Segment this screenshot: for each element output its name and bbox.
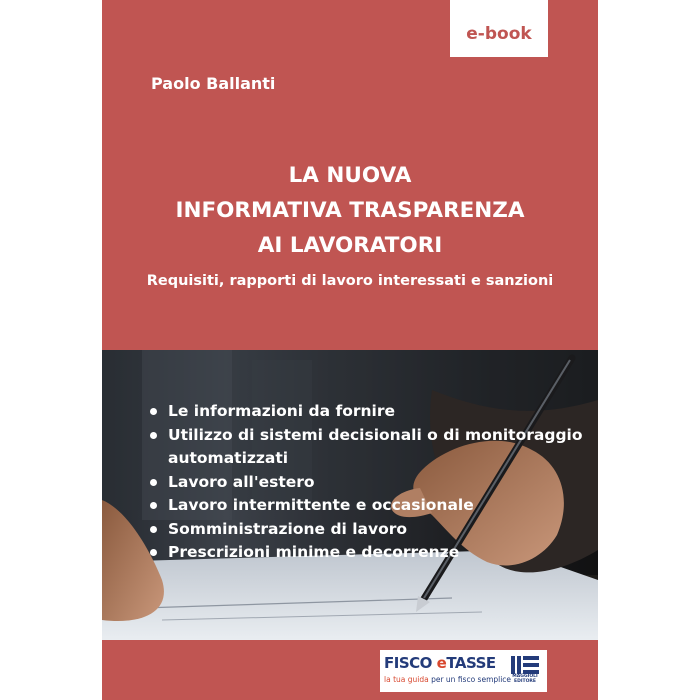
list-item-text: automatizzati — [168, 449, 289, 467]
book-cover — [102, 0, 598, 700]
logo-tagline — [384, 675, 511, 684]
book-subtitle: Requisiti, rapporti di lavoro interessati e sanzioni — [146, 273, 554, 289]
publisher-logo — [380, 650, 547, 692]
publisher-name: MAGGIOLI EDITORE — [512, 674, 538, 684]
title-line: AI LAVORATORI — [257, 233, 443, 258]
list-item-text: Le informazioni da fornire — [168, 402, 395, 420]
logo-tagline-b: per un fisco semplice — [428, 675, 512, 684]
list-item — [148, 541, 583, 565]
list-item — [148, 494, 583, 518]
title-line: INFORMATIVA TRASPARENZA — [175, 198, 525, 223]
list-item-text: Somministrazione di lavoro — [168, 519, 408, 538]
logo-tagline-a: la tua guida — [384, 675, 429, 684]
book-title — [102, 158, 598, 263]
list-item-text: Prescrizioni minime e decorrenze — [168, 543, 460, 561]
feature-list — [148, 400, 583, 565]
list-item-text: Lavoro all'estero — [168, 472, 315, 491]
title-line: LA NUOVA — [288, 163, 412, 188]
list-item-text: Utilizzo di sistemi decisionali o di monitoraggio — [168, 425, 583, 444]
logo-brand-b: e — [436, 654, 447, 672]
author-name: Paolo Ballanti — [151, 74, 276, 93]
logo-brand-a: FISCO — [384, 654, 432, 672]
ebook-badge — [450, 0, 548, 57]
list-item-text: Lavoro intermittente e occasionale — [168, 496, 474, 514]
fiscoetasse-logo — [384, 654, 496, 672]
logo-brand-c: TASSE — [446, 654, 496, 672]
list-item — [148, 518, 583, 542]
list-item — [148, 471, 583, 495]
list-item — [148, 424, 583, 471]
ebook-badge-label: e-book — [466, 23, 532, 44]
list-item — [148, 400, 583, 424]
